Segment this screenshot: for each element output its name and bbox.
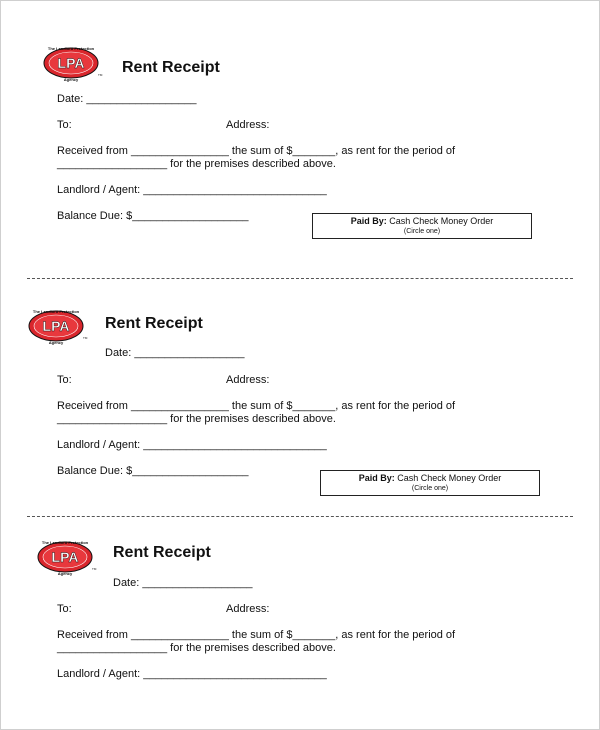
svg-text:Agency: Agency bbox=[63, 77, 79, 82]
received-line-2: __________________ for the premises described above. bbox=[57, 158, 336, 170]
svg-text:The Landlord Protection: The Landlord Protection bbox=[41, 540, 89, 545]
paid-by-options: Cash Check Money Order bbox=[389, 216, 494, 226]
svg-text:LPA: LPA bbox=[57, 55, 85, 71]
balance-due-line: Balance Due: $___________________ bbox=[57, 465, 249, 477]
paid-by-box bbox=[312, 213, 532, 239]
to-label: To: bbox=[57, 603, 72, 615]
received-line-1: Received from ________________ the sum of $_______, as rent for the period of bbox=[57, 145, 456, 157]
to-label: To: bbox=[57, 119, 72, 131]
date-line: Date: __________________ bbox=[105, 347, 245, 359]
paid-by-box bbox=[320, 470, 540, 496]
lpa-logo bbox=[36, 538, 98, 578]
to-label: To: bbox=[57, 374, 72, 386]
paid-by-options: Cash Check Money Order bbox=[397, 473, 502, 483]
balance-due-line: Balance Due: $___________________ bbox=[57, 210, 249, 222]
lpa-logo bbox=[42, 44, 104, 84]
svg-text:LPA: LPA bbox=[51, 549, 79, 565]
svg-text:LPA: LPA bbox=[42, 318, 70, 334]
received-line-2: __________________ for the premises described above. bbox=[57, 642, 336, 654]
landlord-agent-line: Landlord / Agent: ______________________________ bbox=[57, 184, 327, 196]
lpa-logo bbox=[27, 307, 89, 347]
address-label: Address: bbox=[226, 119, 270, 131]
landlord-agent-line: Landlord / Agent: ______________________________ bbox=[57, 439, 327, 451]
cut-line-1 bbox=[27, 278, 573, 279]
svg-text:TM: TM bbox=[83, 336, 88, 340]
date-line: Date: __________________ bbox=[113, 577, 253, 589]
svg-text:The Landlord Protection: The Landlord Protection bbox=[32, 309, 80, 314]
receipt-title: Rent Receipt bbox=[113, 544, 211, 561]
receipt-title: Rent Receipt bbox=[105, 315, 203, 332]
receipt-title: Rent Receipt bbox=[122, 59, 220, 76]
circle-one-note: (Circle one) bbox=[403, 228, 441, 235]
address-label: Address: bbox=[226, 603, 270, 615]
paid-by-label: Paid By: bbox=[350, 216, 387, 226]
received-line-1: Received from ________________ the sum of $_______, as rent for the period of bbox=[57, 629, 456, 641]
svg-text:TM: TM bbox=[98, 73, 103, 77]
svg-text:The Landlord Protection: The Landlord Protection bbox=[47, 46, 95, 51]
date-line: Date: __________________ bbox=[57, 93, 197, 105]
paid-by-label: Paid By: bbox=[358, 473, 395, 483]
svg-text:Agency: Agency bbox=[48, 340, 64, 345]
svg-text:Agency: Agency bbox=[57, 571, 73, 576]
svg-text:TM: TM bbox=[92, 567, 97, 571]
circle-one-note: (Circle one) bbox=[411, 485, 449, 492]
received-line-2: __________________ for the premises described above. bbox=[57, 413, 336, 425]
address-label: Address: bbox=[226, 374, 270, 386]
cut-line-2 bbox=[27, 516, 573, 517]
landlord-agent-line: Landlord / Agent: ______________________________ bbox=[57, 668, 327, 680]
received-line-1: Received from ________________ the sum of $_______, as rent for the period of bbox=[57, 400, 456, 412]
